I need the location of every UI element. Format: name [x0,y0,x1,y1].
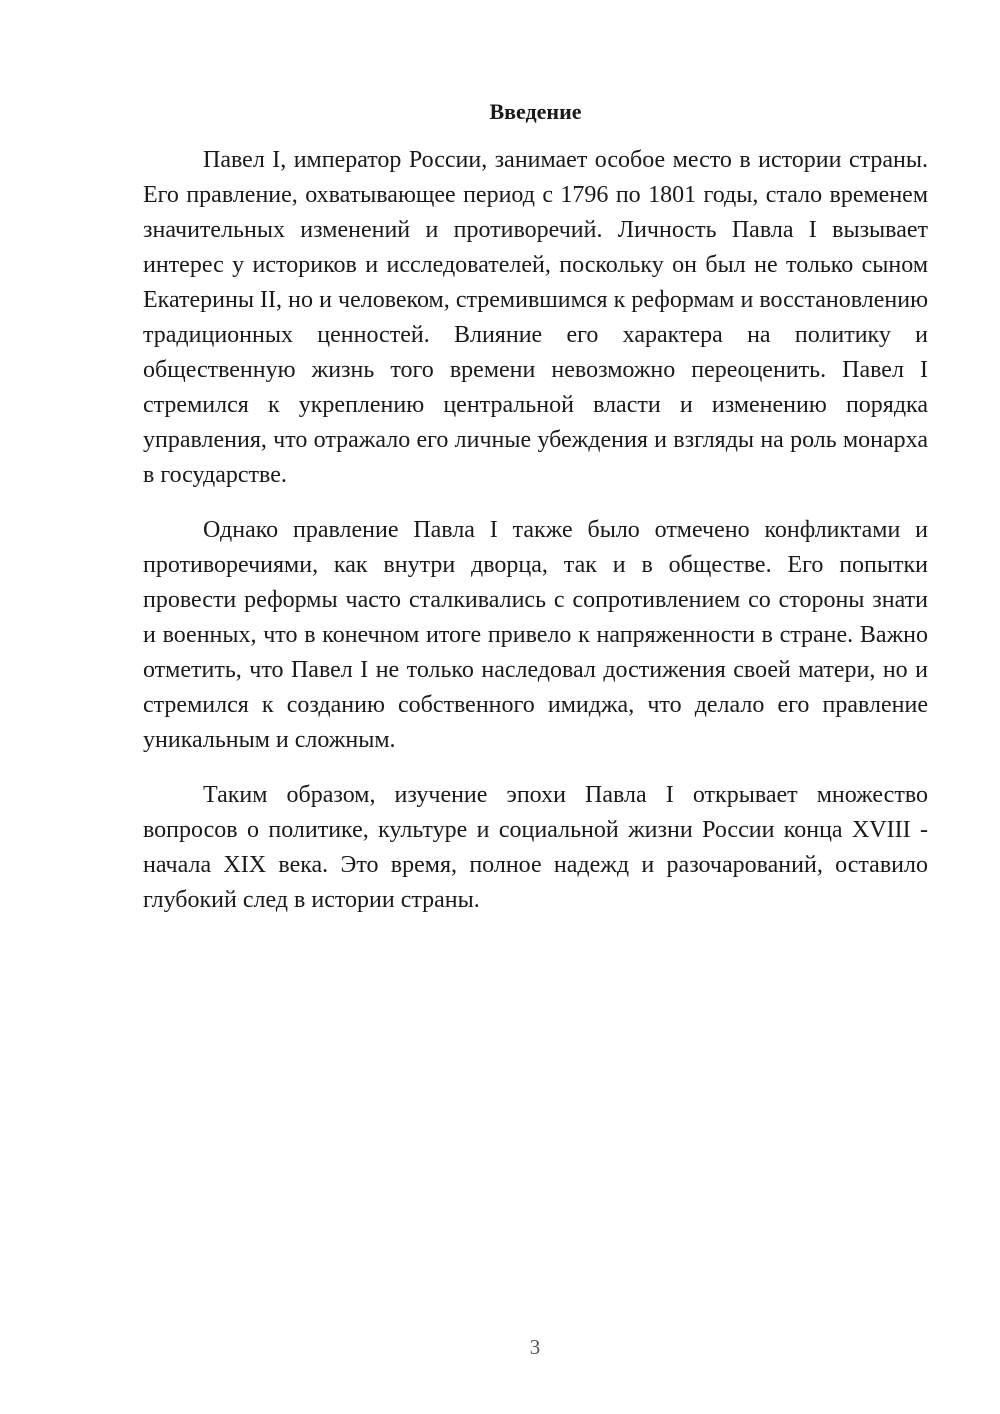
section-heading: Введение [489,99,582,124]
body-text [143,143,928,918]
paragraph-3: Таким образом, изучение эпохи Павла I открывает множество вопросов о политике, культуре и социальной жизни России конца XVIII - начала XIX века. Это время, полное надежд и разочарований, оставило глубокий след в истории страны. [143,782,928,913]
paragraph-1: Павел I, император России, занимает особое место в истории страны. Его правление, охватывающее период с 1796 по 1801 годы, стало временем значительных изменений и противоречий. Личность Павла I вызывает интерес у историков и исследователей, поскольку он был не только сыном Екатерины II, но и человеком, стремившимся к реформам и восстановлению традиционных ценностей. Влияние его характера на политику и общественную жизнь того времени невозможно переоценить. Павел I стремился к укреплению центральной власти и изменению порядка управления, что отражало его личные убеждения и взгляды на роль монарха в государстве. [143,147,928,488]
page-number: 3 [529,1335,541,1359]
paragraph-2: Однако правление Павла I также было отмечено конфликтами и противоречиями, как внутри дворца, так и в обществе. Его попытки провести реформы часто сталкивались с сопротивлением со стороны знати и военных, что в конечном итоге привело к напряженности в стране. Важно отметить, что Павел I не только наследовал достижения своей матери, но и стремился к созданию собственного имиджа, что делало его правление уникальным и сложным. [143,517,928,753]
